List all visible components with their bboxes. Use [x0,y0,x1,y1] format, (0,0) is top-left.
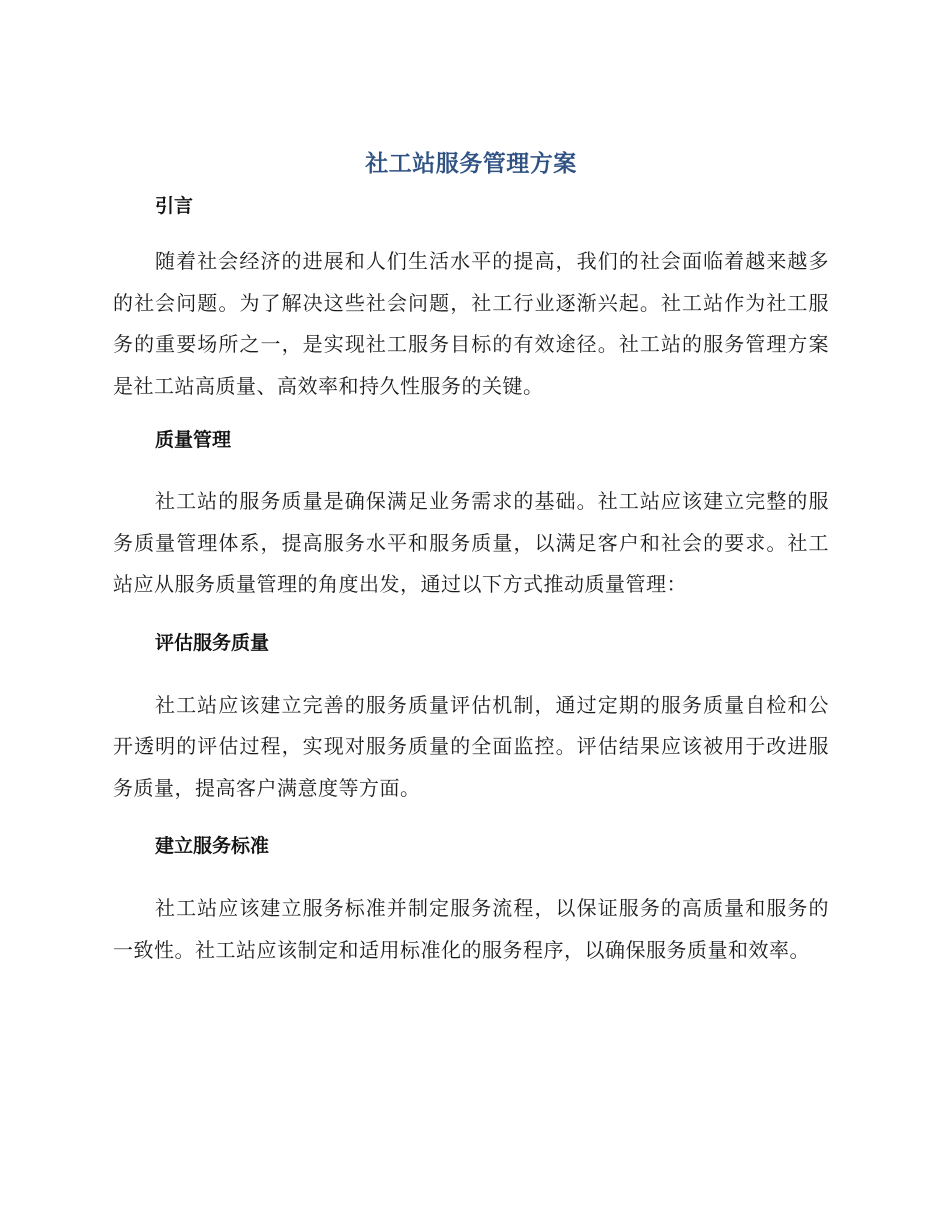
section-heading-intro: 引言 [155,195,194,217]
paragraph-assess-service-quality: 社工站应该建立完善的服务质量评估机制，通过定期的服务质量自检和公开透明的评估过程，实现对服务质量的全面监控。评估结果应该被用于改进服务质量，提高客户满意度等方面。 [113,692,829,800]
section-heading-assess-service-quality: 评估服务质量 [155,631,270,654]
paragraph-intro: 随着社会经济的进展和人们生活水平的提高，我们的社会面临着越来越多的社会问题。为了解决这些社会问题，社工行业逐渐兴起。社工站作为社工服务的重要场所之一，是实现社工服务目标的有效途径。社工站的服务管理方案是社工站高质量、高效率和持久性服务的关键。 [113,249,829,398]
paragraph-service-standards: 社工站应该建立服务标准并制定服务流程，以保证服务的高质量和服务的一致性。社工站应该制定和适用标准化的服务程序，以确保服务质量和效率。 [113,896,829,962]
document-page [113,143,829,971]
section-heading-service-standards: 建立服务标准 [155,835,270,857]
paragraph-quality-management: 社工站的服务质量是确保满足业务需求的基础。社工站应该建立完整的服务质量管理体系，提高服务水平和服务质量，以满足客户和社会的要求。社工站应从服务质量管理的角度出发，通过以下方式推动质量管理： [113,489,829,596]
section-heading-quality-management: 质量管理 [155,429,232,451]
document-title: 社工站服务管理方案 [365,151,577,177]
